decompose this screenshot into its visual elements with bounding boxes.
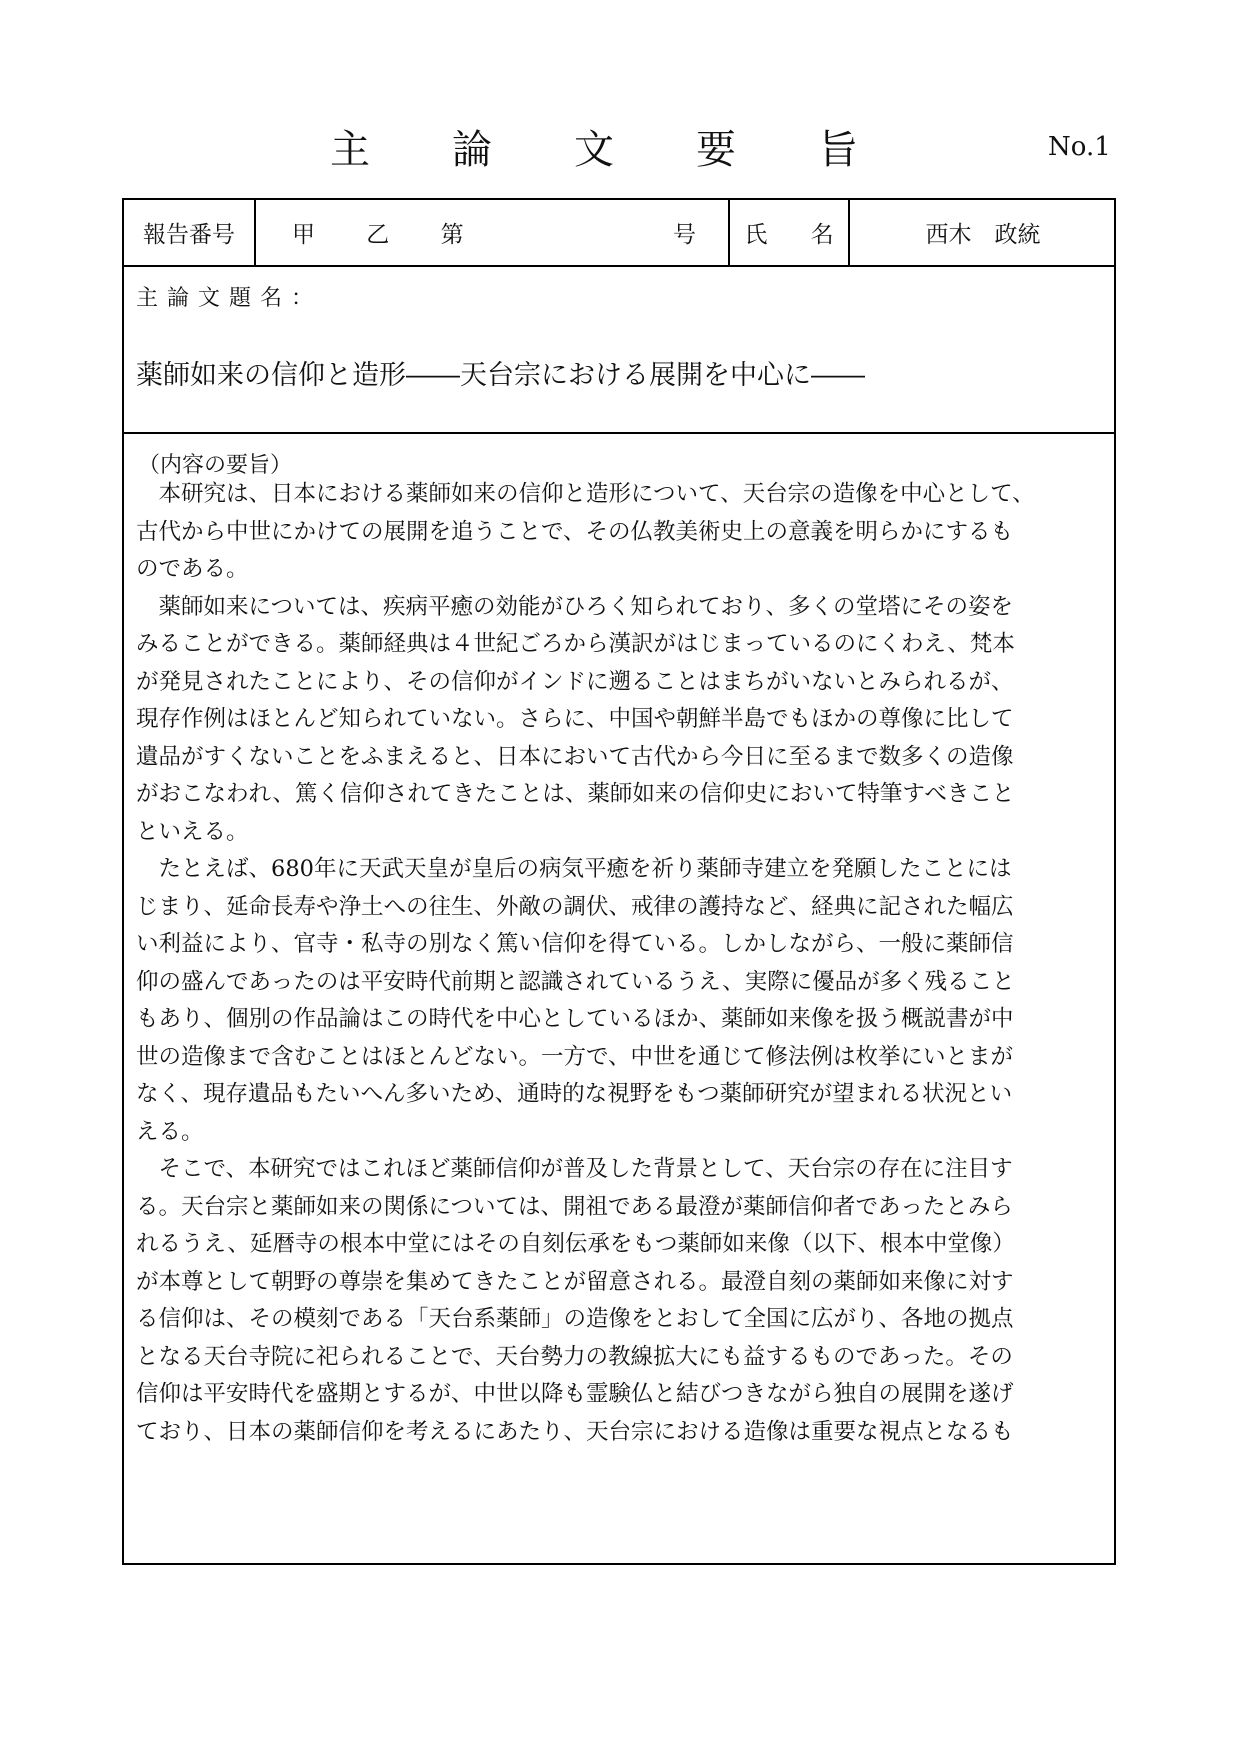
summary-text <box>136 476 1104 1451</box>
author-name: 西木 政統 <box>925 222 1041 248</box>
summary-line: のである。 <box>136 556 249 582</box>
summary-form <box>122 198 1116 1565</box>
summary-line: みることができる。薬師経典は４世紀ごろから漢訳がはじまっているのにくわえ、梵本 <box>136 631 1015 657</box>
summary-line: 薬師如来については、疾病平癒の効能がひろく知られており、多くの堂塔にその姿を <box>136 593 1014 620</box>
report-number-suffix: 号 <box>673 222 696 248</box>
summary-line: 本研究は、日本における薬師如来の信仰と造形について、天台宗の造像を中心として、 <box>136 481 1035 507</box>
summary-section <box>124 434 1114 1565</box>
report-number-label: 報告番号 <box>124 200 256 265</box>
document-title: 主論文要旨 <box>330 127 940 173</box>
summary-line: が本尊として朝野の尊崇を集めてきたことが留意される。最澄自刻の薬師如来像に対す <box>136 1268 1014 1295</box>
summary-line: ており、日本の薬師信仰を考えるにあたり、天台宗における造像は重要な視点となるも <box>136 1418 1014 1445</box>
summary-line: 古代から中世にかけての展開を追うことで、その仏教美術史上の意義を明らかにするも <box>136 518 1014 545</box>
report-number-field <box>256 200 730 265</box>
summary-line: い利益により、官寺・私寺の別なく篤い信仰を得ている。しかしながら、一般に薬師信 <box>136 931 1014 957</box>
summary-line: なく、現存遺品もたいへん多いため、通時的な視野をもつ薬師研究が望まれる状況とい <box>136 1081 1013 1107</box>
summary-line: たとえば、680年に天武天皇が皇后の病気平癒を祈り薬師寺建立を発願したことには <box>136 856 1012 882</box>
summary-line: もあり、個別の作品論はこの時代を中心としているほか、薬師如来像を扱う概説書が中 <box>136 1006 1014 1032</box>
summary-line: となる天台寺院に祀られることで、天台勢力の教線拡大にも益するものであった。その <box>136 1343 1013 1370</box>
report-number-value: 甲 乙 第 <box>292 222 486 248</box>
page-number: No.1 <box>1048 132 1111 162</box>
thesis-title-row <box>124 267 1114 434</box>
summary-line: といえる。 <box>136 818 249 845</box>
summary-line: そこで、本研究ではこれほど薬師信仰が普及した背景として、天台宗の存在に注目す <box>136 1156 1013 1182</box>
summary-line: 遺品がすくないことをふまえると、日本において古代から今日に至るまで数多くの造像 <box>136 743 1014 770</box>
thesis-title: 薬師如来の信仰と造形――天台宗における展開を中心に―― <box>136 360 865 391</box>
summary-line: 現存作例はほとんど知られていない。さらに、中国や朝鮮半島でもほかの尊像に比して <box>136 706 1014 732</box>
summary-line: がおこなわれ、篤く信仰されてきたことは、薬師如来の信仰史において特筆すべきこと <box>136 781 1015 807</box>
summary-line: じまり、延命長寿や浄土への往生、外敵の調伏、戒律の護持など、経典に記された幅広 <box>136 893 1014 920</box>
name-label: 氏 名 <box>744 222 852 248</box>
summary-line: 信仰は平安時代を盛期とするが、中世以降も霊験仏と結びつきながら独自の展開を遂げ <box>136 1381 1014 1407</box>
report-header-row <box>124 200 1114 267</box>
summary-line: 仰の盛んであったのは平安時代前期と認識されているうえ、実際に優品が多く残ること <box>136 968 1015 995</box>
summary-label: （内容の要旨） <box>138 453 293 478</box>
thesis-title-label: 主論文題名： <box>136 286 323 311</box>
summary-line: が発見されたことにより、その信仰がインドに遡ることはまちがいないとみられるが、 <box>136 668 1014 695</box>
summary-line: える。 <box>136 1118 204 1145</box>
summary-line: る。天台宗と薬師如来の関係については、開祖である最澄が薬師信仰者であったとみら <box>136 1193 1013 1220</box>
summary-line: 世の造像まで含むことはほとんどない。一方で、中世を通じて修法例は枚挙にいとまが <box>136 1043 1014 1070</box>
summary-line: る信仰は、その模刻である「天台系薬師」の造像をとおして全国に広がり、各地の拠点 <box>136 1306 1014 1332</box>
name-label-cell <box>730 200 850 265</box>
summary-line: れるうえ、延暦寺の根本中堂にはその自刻伝承をもつ薬師如来像（以下、根本中堂像） <box>136 1231 1015 1257</box>
